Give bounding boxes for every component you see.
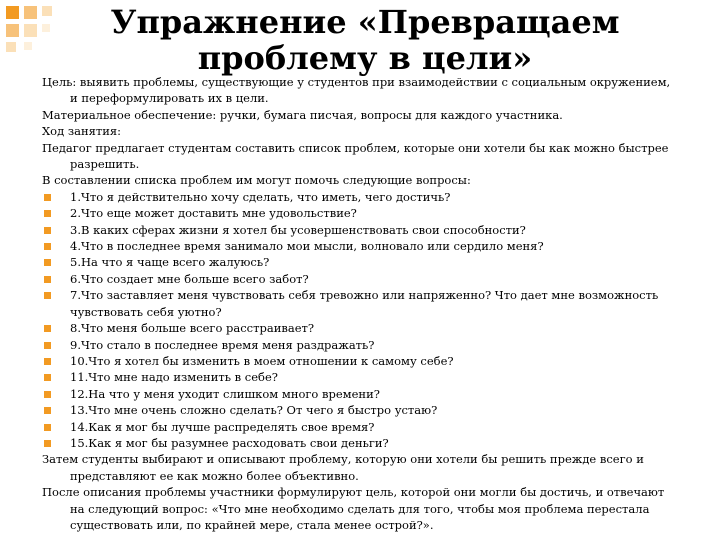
- square-bullet-icon: [44, 227, 51, 234]
- question-item: [42, 337, 678, 353]
- question-text: 2.Что еще может доставить мне удовольствие?: [70, 206, 357, 221]
- square-bullet-icon: [44, 194, 51, 201]
- question-text: 11.Что мне надо изменить в себе?: [70, 370, 278, 385]
- question-item: [42, 222, 678, 238]
- square-bullet-icon: [44, 259, 51, 266]
- square-bullet-icon: [44, 440, 51, 447]
- question-text: 12.На что у меня уходит слишком много времени?: [70, 386, 380, 401]
- square-bullet-icon: [44, 342, 51, 349]
- corner-square: [24, 42, 32, 50]
- square-bullet-icon: [44, 276, 51, 283]
- question-item: [42, 205, 678, 221]
- question-text: 6.Что создает мне больше всего забот?: [70, 271, 309, 286]
- question-text: 10.Что я хотел бы изменить в моем отношении к самому себе?: [70, 353, 454, 368]
- question-text: 1.Что я действительно хочу сделать, что иметь, чего достичь?: [70, 189, 451, 204]
- students-choose-paragraph: Затем студенты выбирают и описывают проблему, которую они хотели бы решить прежде всего и представляют ее как можно более объективно.: [42, 452, 644, 483]
- questions-intro: В составлении списка проблем им могут помочь следующие вопросы:: [42, 173, 471, 188]
- square-bullet-icon: [44, 374, 51, 381]
- corner-square: [24, 6, 37, 19]
- square-bullet-icon: [44, 358, 51, 365]
- question-text: 13.Что мне очень сложно сделать? От чего я быстро устаю?: [70, 403, 438, 418]
- materials-paragraph: Материальное обеспечение: ручки, бумага писчая, вопросы для каждого участника.: [42, 107, 563, 122]
- question-text: 8.Что меня больше всего расстраивает?: [70, 321, 315, 336]
- question-item: [42, 287, 678, 320]
- question-item: [42, 238, 678, 254]
- question-item: [42, 435, 678, 451]
- question-text: 9.Что стало в последнее время меня раздражать?: [70, 337, 375, 352]
- corner-square: [6, 6, 19, 19]
- question-text: 7.Что заставляет меня чувствовать себя тревожно или напряженно? Что дает мне возможность чувствовать себя уютно?: [70, 288, 659, 319]
- question-text: 14.Как я мог бы лучше распределять свое время?: [70, 419, 375, 434]
- square-bullet-icon: [44, 407, 51, 414]
- square-bullet-icon: [44, 325, 51, 332]
- question-text: 5.На что я чаще всего жалуюсь?: [70, 255, 270, 270]
- square-bullet-icon: [44, 391, 51, 398]
- question-text: 3.В каких сферах жизни я хотел бы усовершенствовать свои способности?: [70, 222, 526, 237]
- question-item: [42, 419, 678, 435]
- question-text: 15.Как я мог бы разумнее расходовать свои деньги?: [70, 435, 389, 450]
- question-item: [42, 271, 678, 287]
- square-bullet-icon: [44, 424, 51, 431]
- question-item: [42, 189, 678, 205]
- question-item: [42, 353, 678, 369]
- corner-square: [6, 24, 19, 37]
- document-body: [42, 74, 678, 533]
- question-item: [42, 386, 678, 402]
- question-text: 4.Что в последнее время занимало мои мысли, волновало или сердило меня?: [70, 239, 544, 254]
- square-bullet-icon: [44, 210, 51, 217]
- after-description-paragraph: После описания проблемы участники формулируют цель, которой они могли бы достичь, и отвечают на следующий вопрос: «Что мне необходимо сделать для того, чтобы моя проблема перестала существовать или, по крайней мере, стала менее острой?».: [42, 485, 665, 532]
- teacher-intro-paragraph: Педагог предлагает студентам составить список проблем, которые они хотели бы как можно быстрее разрешить.: [42, 140, 669, 172]
- question-item: [42, 254, 678, 270]
- page-title: Упражнение «Превращаем проблему в цели»: [110, 3, 620, 77]
- corner-square: [6, 42, 16, 52]
- question-item: [42, 369, 678, 385]
- square-bullet-icon: [44, 292, 51, 299]
- question-item: [42, 402, 678, 418]
- goal-paragraph: Цель: выявить проблемы, существующие у студентов при взаимодействии с социальным окружением, и переформулировать их в цели.: [42, 75, 671, 106]
- corner-square: [42, 6, 52, 16]
- square-bullet-icon: [44, 243, 51, 250]
- corner-square: [24, 24, 37, 37]
- course-heading: Ход занятия:: [42, 124, 122, 139]
- question-item: [42, 320, 678, 336]
- corner-square: [42, 24, 50, 32]
